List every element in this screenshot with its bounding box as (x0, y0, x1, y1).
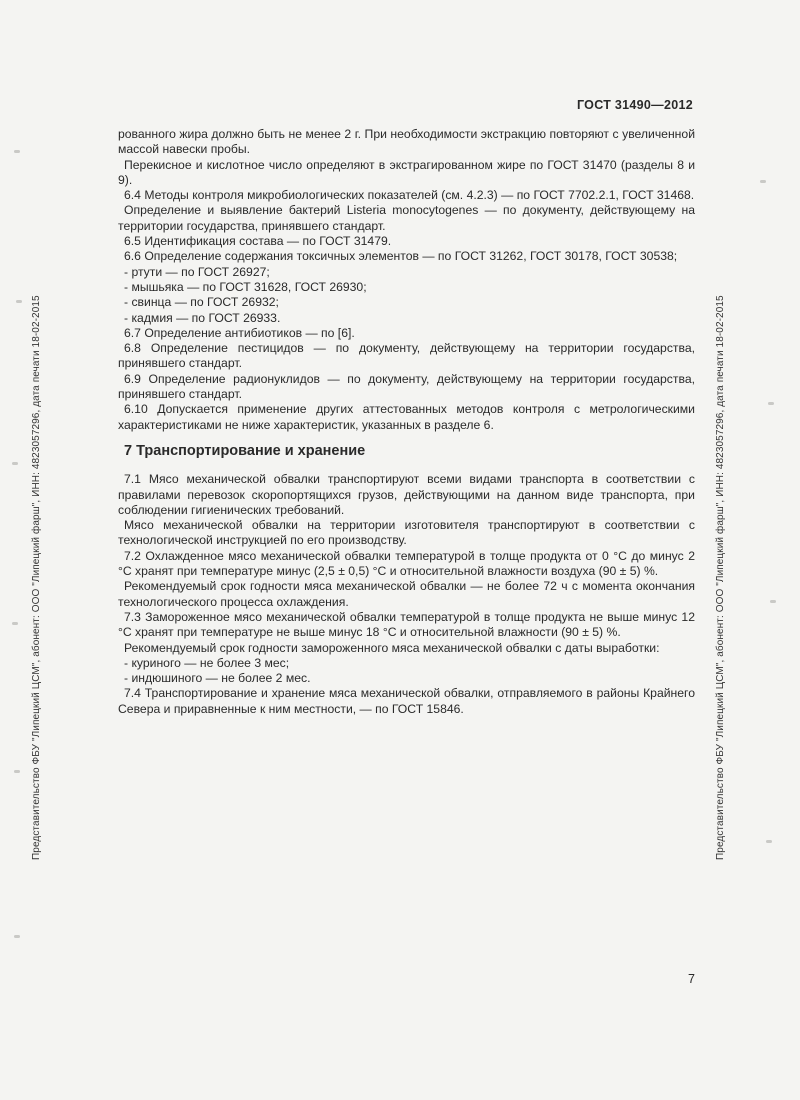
paragraph: 7.1 Мясо механической обвалки транспортируют всеми видами транспорта в соответствии с правилами перевозок скоропортящихся грузов, действующими на данном виде транспорта, при соблюдении гигиенических требований. (118, 472, 695, 517)
scan-speck (12, 462, 18, 465)
paragraph: Перекисное и кислотное число определяют в экстрагированном жире по ГОСТ 31470 (разделы 8 и 9). (118, 157, 695, 187)
paragraph: Определение и выявление бактерий Listeria monocytogenes — по документу, действующему на территории государства, принявшего стандарт. (118, 203, 695, 233)
paragraph: рованного жира должно быть не менее 2 г. При необходимости экстракцию повторяют с увеличенной массой навески пробы. (118, 127, 695, 157)
page-header: ГОСТ 31490—2012 (576, 98, 693, 112)
side-stamp-right: Представительство ФБУ "Липецкий ЦСМ", абонент: ООО "Липецкий фарш", ИНН: 4823057296, дата печати 18-02-2015 (715, 295, 726, 860)
scan-speck (770, 600, 776, 603)
scan-speck (14, 770, 20, 773)
list-item: - мышьяка — по ГОСТ 31628, ГОСТ 26930; (124, 279, 367, 294)
paragraph: 6.4 Методы контроля микробиологических показателей (см. 4.2.3) — по ГОСТ 7702.2.1, ГОСТ 31468. (124, 188, 695, 203)
section-6-content (118, 127, 695, 433)
paragraph: Рекомендуемый срок годности замороженного мяса механической обвалки с даты выработки: (124, 640, 660, 655)
scan-speck (766, 840, 772, 843)
scan-speck (12, 622, 18, 625)
paragraph: 6.9 Определение радионуклидов — по документу, действующему на территории государства, принявшего стандарт. (118, 371, 695, 402)
paragraph: 7.2 Охлажденное мясо механической обвалки температурой в толще продукта от 0 °С до минус 2 °С хранят при температуре минус (2,5 ± 0,5) °С и относительной влажности воздуха (90 ± 5) %. (118, 548, 695, 579)
scan-speck (14, 150, 20, 153)
paragraph: 7.3 Замороженное мясо механической обвалки температурой в толще продукта не выше минус 12 °С хранят при температуре не выше минус 18 °С и относительной влажности (90 ± 5) %. (118, 609, 695, 640)
scan-speck (760, 180, 766, 183)
paragraph: 6.5 Идентификация состава — по ГОСТ 31479. (124, 234, 392, 249)
paragraph: Мясо механической обвалки на территории изготовителя транспортируют в соответствии с технологической инструкцией по его производству. (118, 518, 695, 548)
list-item: - индюшиного — не более 2 мес. (124, 671, 311, 686)
document-body (118, 127, 695, 717)
paragraph: Рекомендуемый срок годности мяса механической обвалки — не более 72 ч с момента окончания технологического процесса охлаждения. (118, 579, 695, 609)
paragraph: 6.8 Определение пестицидов — по документу, действующему на территории государства, принявшего стандарт. (118, 341, 695, 371)
paragraph: 7.4 Транспортирование и хранение мяса механической обвалки, отправляемого в районы Крайнего Севера и приравненные к ним местности, — по ГОСТ 15846. (118, 686, 695, 716)
list-item: - ртути — по ГОСТ 26927; (124, 264, 270, 279)
section-7-title: 7 Транспортирование и хранение (124, 442, 366, 459)
scan-speck (768, 402, 774, 405)
paragraph: 6.7 Определение антибиотиков — по [6]. (124, 325, 355, 340)
paragraph: 6.6 Определение содержания токсичных элементов — по ГОСТ 31262, ГОСТ 30178, ГОСТ 30538; (124, 249, 678, 264)
list-item: - кадмия — по ГОСТ 26933. (124, 310, 281, 325)
scan-speck (14, 935, 20, 938)
page-number: 7 (688, 972, 695, 986)
section-7-content (118, 472, 695, 717)
side-stamp-left: Представительство ФБУ "Липецкий ЦСМ", абонент: ООО "Липецкий фарш", ИНН: 4823057296, дата печати 18-02-2015 (31, 295, 42, 860)
paragraph: 6.10 Допускается применение других аттестованных методов контроля с метрологическими характеристиками не ниже характеристик, указанных в разделе 6. (118, 402, 695, 432)
scan-speck (16, 300, 22, 303)
list-item: - куриного — не более 3 мес; (124, 655, 290, 670)
list-item: - свинца — по ГОСТ 26932; (124, 295, 279, 310)
